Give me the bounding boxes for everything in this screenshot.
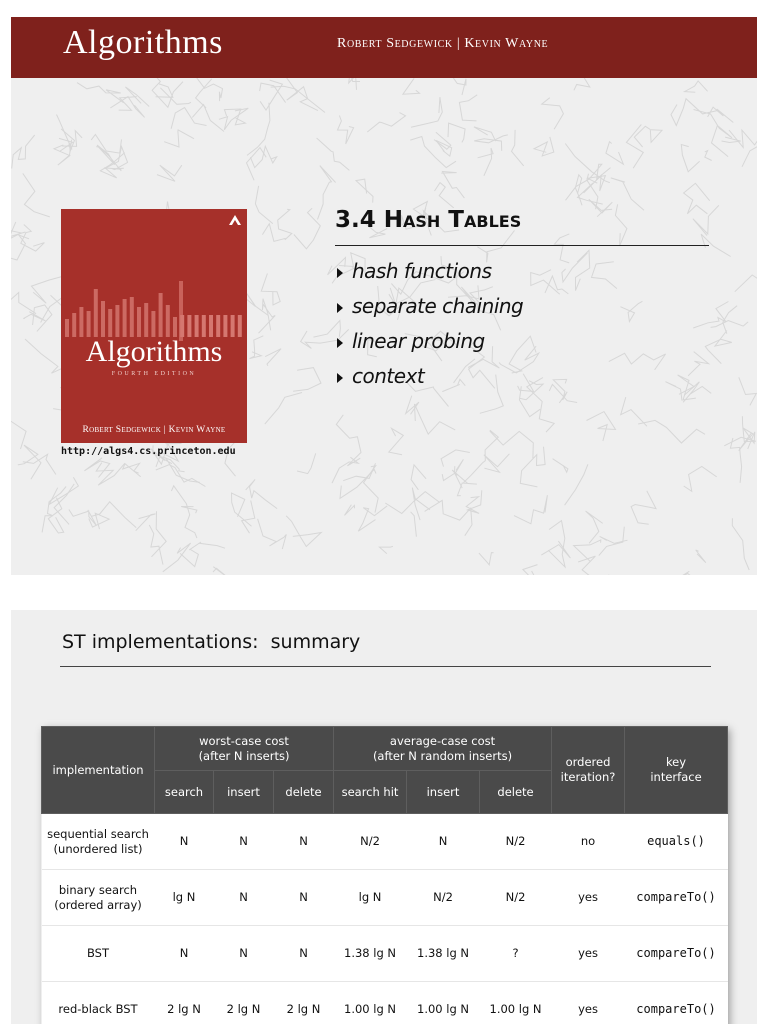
banner-title: Algorithms bbox=[63, 24, 223, 61]
table-cell: N/2 bbox=[480, 870, 552, 926]
table-cell: 2 lg N bbox=[214, 982, 274, 1024]
header-average-insert: insert bbox=[407, 771, 480, 814]
row-implementation bbox=[42, 926, 155, 982]
table-cell: N bbox=[407, 814, 480, 870]
banner-authors: Robert Sedgewick | Kevin Wayne bbox=[337, 36, 549, 51]
summary-slide bbox=[11, 610, 757, 1024]
header-average-line1: average-case cost bbox=[389, 733, 496, 748]
title-divider bbox=[60, 666, 711, 667]
header-row-groups bbox=[42, 727, 728, 771]
table-cell: ? bbox=[480, 926, 552, 982]
slide-title: ST implementations: summary bbox=[62, 631, 361, 653]
cover-edition: FOURTH EDITION bbox=[111, 371, 197, 377]
table-cell: yes bbox=[552, 870, 625, 926]
bullet-triangle-icon bbox=[337, 338, 343, 348]
table-cell: lg N bbox=[155, 870, 214, 926]
cover-authors: Robert Sedgewick | Kevin Wayne bbox=[82, 425, 226, 435]
table-row bbox=[42, 926, 728, 982]
header-key-interface bbox=[625, 727, 728, 814]
topic-label: linear probing bbox=[352, 329, 485, 353]
header-worst-line2: (after N inserts) bbox=[198, 748, 290, 763]
table-cell: N bbox=[214, 926, 274, 982]
implementation-line1: red-black BST bbox=[58, 1002, 138, 1016]
table-cell: N/2 bbox=[407, 870, 480, 926]
table-cell: 1.38 lg N bbox=[407, 926, 480, 982]
publisher-logo-icon bbox=[229, 215, 241, 225]
header-ordered-line1: ordered bbox=[565, 755, 611, 769]
table-cell: N bbox=[274, 814, 334, 870]
table-cell: N bbox=[214, 870, 274, 926]
topic-label: separate chaining bbox=[352, 294, 524, 318]
table-cell: 1.00 lg N bbox=[334, 982, 407, 1024]
table-row bbox=[42, 814, 728, 870]
header-average-line2: (after N random inserts) bbox=[372, 748, 513, 763]
implementation-line1: binary search bbox=[58, 882, 138, 897]
table-cell: N bbox=[214, 814, 274, 870]
table-cell: N/2 bbox=[334, 814, 407, 870]
section-title: 3.4 Hash Tables bbox=[335, 207, 522, 233]
section-divider bbox=[335, 245, 709, 246]
implementation-line1: sequential search bbox=[47, 826, 149, 841]
header-key-line2: interface bbox=[650, 770, 702, 784]
table-cell: N bbox=[274, 870, 334, 926]
table-cell: yes bbox=[552, 982, 625, 1024]
bullet-triangle-icon bbox=[337, 373, 343, 383]
header-ordered-iteration bbox=[552, 727, 625, 814]
bullet-triangle-icon bbox=[337, 268, 343, 278]
topic-item bbox=[337, 364, 523, 399]
header-key-line1: key bbox=[665, 755, 687, 769]
topic-label: context bbox=[352, 364, 425, 388]
header-implementation: implementation bbox=[42, 727, 155, 814]
header-average-case bbox=[334, 727, 552, 771]
row-implementation bbox=[42, 870, 155, 926]
topic-item bbox=[337, 294, 523, 329]
table-cell: no bbox=[552, 814, 625, 870]
table-cell-interface: equals() bbox=[625, 814, 728, 870]
header-ordered-line2: iteration? bbox=[560, 770, 616, 784]
topic-list bbox=[337, 259, 523, 399]
row-implementation bbox=[42, 982, 155, 1024]
header-worst-case bbox=[155, 727, 334, 771]
header-average-search-hit: search hit bbox=[334, 771, 407, 814]
header-worst-line1: worst-case cost bbox=[199, 733, 289, 748]
topic-item bbox=[337, 259, 523, 294]
summary-table bbox=[41, 726, 728, 1024]
bullet-triangle-icon bbox=[337, 303, 343, 313]
table-cell: N bbox=[274, 926, 334, 982]
row-implementation bbox=[42, 814, 155, 870]
header-worst-search: search bbox=[155, 771, 214, 814]
header-banner bbox=[11, 17, 757, 78]
table-cell: lg N bbox=[334, 870, 407, 926]
implementation-line2: (unordered list) bbox=[53, 841, 143, 856]
summary-table-container bbox=[41, 726, 727, 1024]
cover-title: Algorithms bbox=[85, 335, 223, 368]
topic-label: hash functions bbox=[352, 259, 492, 283]
table-cell-interface: compareTo() bbox=[625, 982, 728, 1024]
table-cell: 2 lg N bbox=[155, 982, 214, 1024]
table-cell: 1.00 lg N bbox=[480, 982, 552, 1024]
topic-item bbox=[337, 329, 523, 364]
table-cell-interface: compareTo() bbox=[625, 870, 728, 926]
title-slide bbox=[11, 17, 757, 575]
header-worst-insert: insert bbox=[214, 771, 274, 814]
table-cell: 1.38 lg N bbox=[334, 926, 407, 982]
implementation-line2: (ordered array) bbox=[54, 897, 142, 912]
cover-bar-graphic bbox=[61, 281, 247, 341]
table-row bbox=[42, 982, 728, 1024]
table-row bbox=[42, 870, 728, 926]
header-worst-delete: delete bbox=[274, 771, 334, 814]
table-cell: yes bbox=[552, 926, 625, 982]
header-average-delete: delete bbox=[480, 771, 552, 814]
website-url[interactable]: http://algs4.cs.princeton.edu bbox=[61, 446, 236, 457]
table-cell: N bbox=[155, 814, 214, 870]
table-cell: 1.00 lg N bbox=[407, 982, 480, 1024]
table-cell: N bbox=[155, 926, 214, 982]
table-cell: N/2 bbox=[480, 814, 552, 870]
implementation-line1: BST bbox=[86, 946, 109, 960]
table-cell-interface: compareTo() bbox=[625, 926, 728, 982]
book-cover bbox=[61, 209, 247, 443]
table-cell: 2 lg N bbox=[274, 982, 334, 1024]
